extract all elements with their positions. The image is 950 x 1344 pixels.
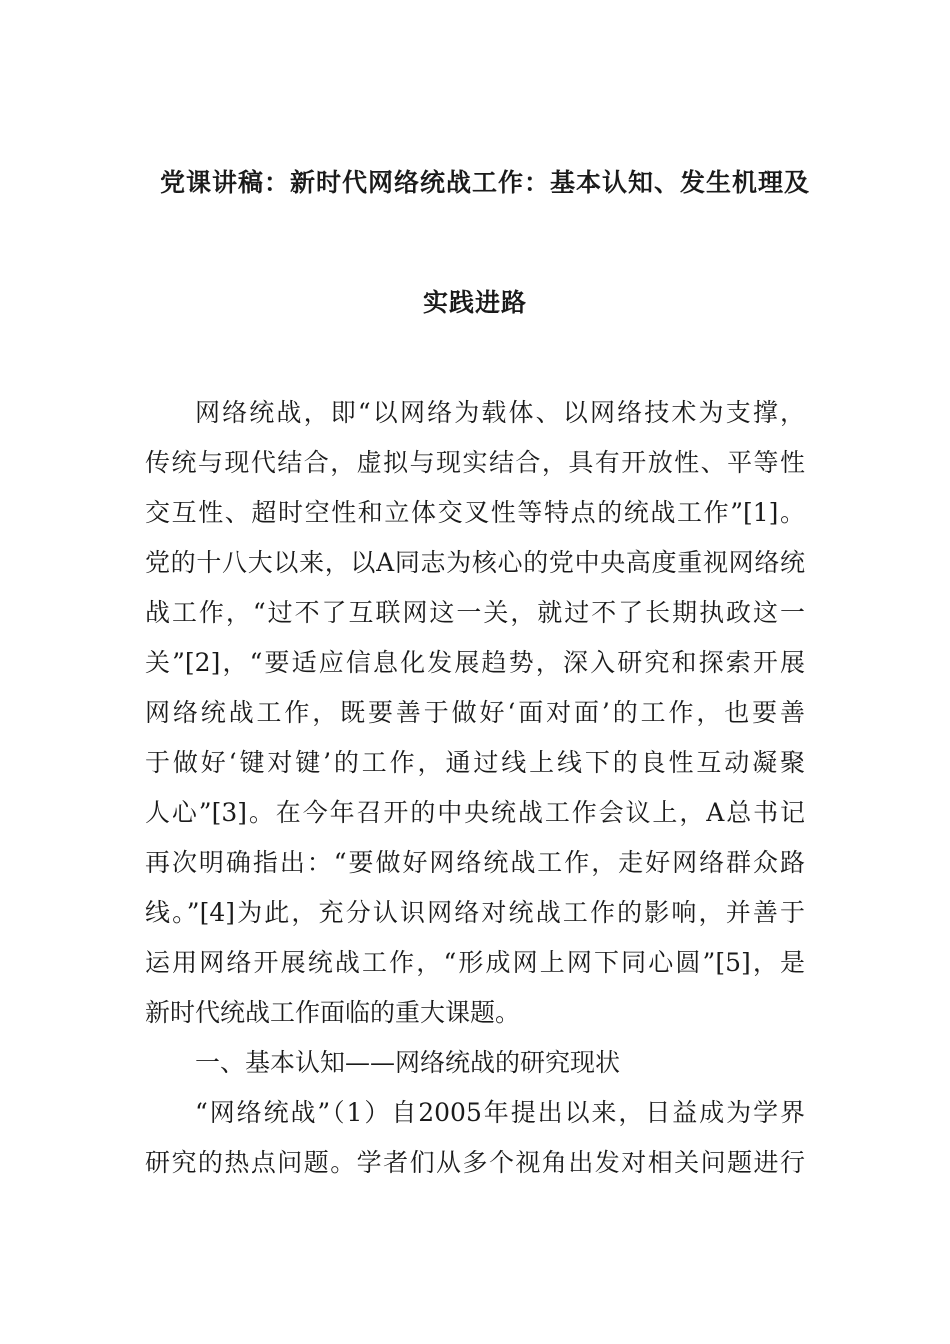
paragraph-line: 研究的热点问题。学者们从多个视角出发对相关问题进行: [145, 1148, 805, 1177]
paragraph-line: 线。”[4]为此，充分认识网络对统战工作的影响，并善于: [145, 898, 805, 927]
paragraph-line: 再次明确指出：“要做好网络统战工作，走好网络群众路: [145, 848, 805, 877]
paragraph-line: 网络统战，即“以网络为载体、以网络技术为支撑，: [195, 398, 805, 427]
document-title-line1: 党课讲稿：新时代网络统战工作：基本认知、发生机理及: [160, 168, 811, 197]
paragraph-line: 关”[2]，“要适应信息化发展趋势，深入研究和探索开展: [145, 648, 805, 677]
paragraph-line: 传统与现代结合，虚拟与现实结合，具有开放性、平等性: [145, 448, 805, 477]
paragraph-line: 网络统战工作，既要善于做好‘面对面’的工作，也要善: [145, 698, 805, 727]
paragraph-line: 新时代统战工作面临的重大课题。: [145, 998, 521, 1027]
paragraph-line: 人心”[3]。在今年召开的中央统战工作会议上，A总书记: [145, 798, 805, 827]
paragraph-line: 运用网络开展统战工作，“形成网上网下同心圆”[5]，是: [145, 948, 805, 977]
paragraph-line: “网络统战”（1）自2005年提出以来，日益成为学界: [195, 1098, 805, 1127]
document-title-line2: 实践进路: [422, 288, 527, 317]
section-heading: 一、基本认知——网络统战的研究现状: [195, 1048, 621, 1077]
paragraph-line: 战工作，“过不了互联网这一关，就过不了长期执政这一: [145, 598, 805, 627]
paragraph-line: 交互性、超时空性和立体交叉性等特点的统战工作”[1]。: [145, 498, 805, 527]
paragraph-line: 党的十八大以来，以A同志为核心的党中央高度重视网络统: [145, 548, 805, 577]
paragraph-line: 于做好‘键对键’的工作，通过线上线下的良性互动凝聚: [145, 748, 805, 777]
